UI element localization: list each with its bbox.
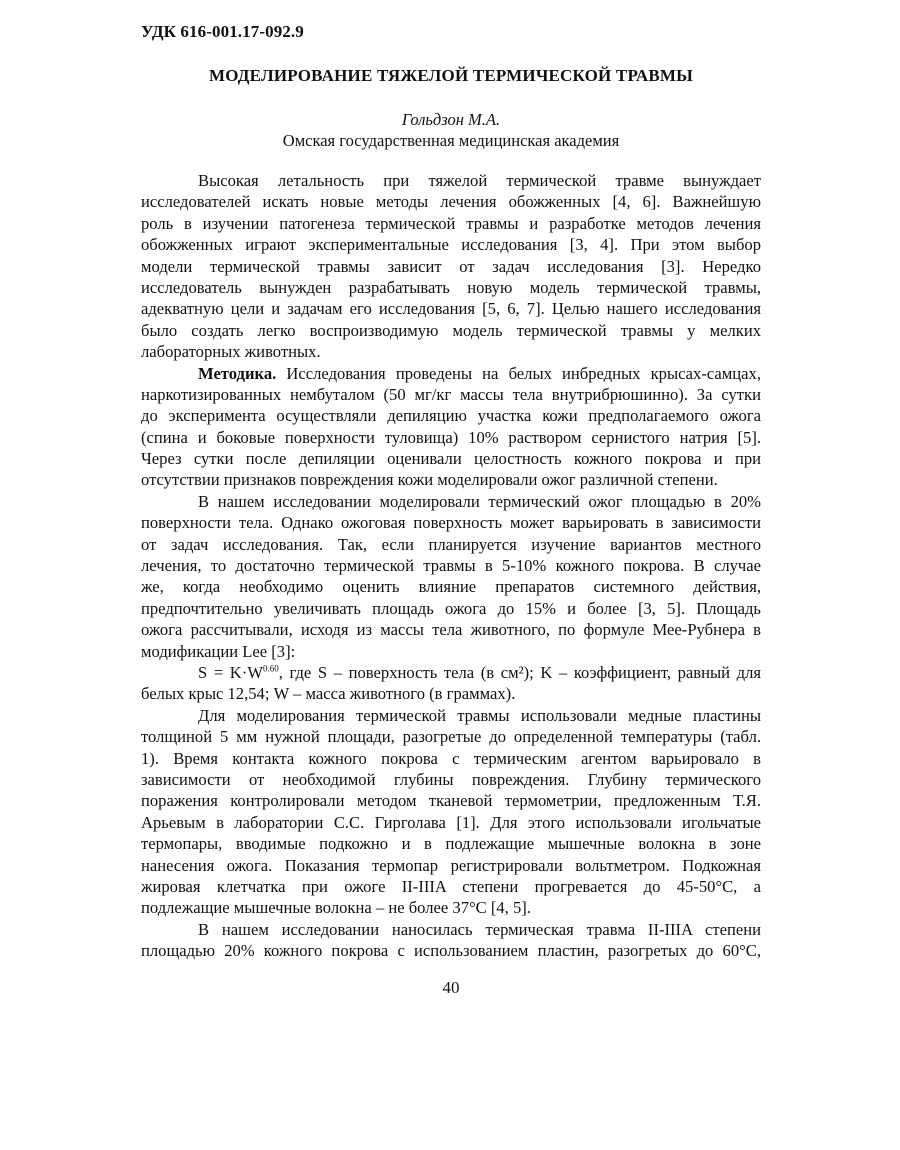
text-line: роль в изучении патогенеза термической травмы и разработке методов лечения	[141, 213, 761, 233]
paragraph-results	[141, 919, 761, 962]
text-line: подлежащие мышечные волокна – не более 37°С [4, 5].	[141, 898, 531, 918]
text-line: обожженных играют экспериментальные исследования [3, 4]. При этом выбор	[141, 235, 761, 255]
paragraph-introduction	[141, 170, 761, 363]
text-line: зависимости от необходимой глубины повреждения. Глубину термического	[141, 769, 761, 789]
text-line: Арьевым в лаборатории С.С. Гирголава [1]. Для этого использовали игольчатые	[141, 812, 761, 832]
text-line: исследователей искать новые методы лечения обожженных [4, 6]. Важнейшую	[141, 192, 761, 212]
text-line: толщиной 5 мм нужной площади, разогретые до определенной температуры (табл.	[141, 727, 761, 747]
text-line: поражения контролировали методом тканевой термометрии, предложенным Т.Я.	[141, 791, 761, 811]
text-line: наркотизированных нембуталом (50 мг/кг массы тела внутрибрюшинно). За сутки	[141, 384, 761, 404]
paragraph-burn-area	[141, 491, 761, 662]
paragraph-formula	[141, 662, 761, 705]
text-line: ожога рассчитывали, исходя из массы тела животного, по формуле Мее-Рубнера в	[141, 620, 761, 640]
formula-lhs: S = K·W	[198, 662, 263, 682]
text-line: же, когда необходимо оценить влияние препаратов системного действия,	[141, 577, 761, 597]
text-line: было создать легко воспроизводимую модель термической травмы у мелких	[141, 320, 761, 340]
text-line: жировая клетчатка при ожоге II-IIIA степени прогревается до 45-50°С, а	[141, 876, 761, 896]
text-line: В нашем исследовании наносилась термическая травма II-IIIA степени	[198, 919, 761, 939]
text-line: от задач исследования. Так, если планируется изучение вариантов местного	[141, 534, 761, 554]
article-title: МОДЕЛИРОВАНИЕ ТЯЖЕЛОЙ ТЕРМИЧЕСКОЙ ТРАВМЫ	[208, 66, 694, 85]
page-number: 40	[442, 978, 460, 997]
text-fragment: Исследования проведены на белых инбредных крысах-самцах,	[276, 363, 761, 383]
text-line: Высокая летальность при тяжелой термической травме вынуждает	[198, 171, 761, 190]
text-line: предпочтительно увеличивать площадь ожога до 15% и более [3, 5]. Площадь	[141, 598, 761, 618]
text-line: белых крыс 12,54; W – масса животного (в граммах).	[141, 684, 516, 704]
udk-code: УДК 616-001.17-092.9	[141, 22, 304, 41]
text-line	[141, 363, 761, 384]
text-line: 1). Время контакта кожного покрова с термическим агентом варьировало в	[141, 748, 761, 768]
paragraph-modeling	[141, 705, 761, 919]
text-line: площадью 20% кожного покрова с использованием пластин, разогретых до 60°С,	[141, 941, 761, 961]
text-line: отсутствии признаков повреждения кожи моделировали ожог различной степени.	[141, 470, 718, 490]
formula-exponent: 0.60	[262, 663, 279, 674]
paragraph-methods	[141, 363, 761, 491]
text-line: адекватную цели и задачам его исследования [5, 6, 7]. Целью нашего исследования	[141, 299, 761, 319]
text-line: Через сутки после депиляции оценивали целостность кожного покрова и при	[141, 449, 761, 469]
text-line: Для моделирования термической травмы использовали медные пластины	[198, 705, 761, 725]
formula-description: , где S – поверхность тела (в см²); K – коэффициент, равный для	[278, 662, 761, 682]
text-line: нанесения ожога. Показания термопар регистрировали вольтметром. Подкожная	[141, 855, 761, 875]
text-line: поверхности тела. Однако ожоговая поверхность может варьировать в зависимости	[141, 513, 761, 533]
text-line: термопары, вводимые подкожно и в подлежащие мышечные волокна в зоне	[141, 834, 761, 854]
text-line: лабораторных животных.	[141, 342, 321, 362]
author-affiliation: Омская государственная медицинская академия	[282, 131, 620, 150]
methods-heading: Методика.	[198, 363, 277, 383]
text-line: лечения, то достаточно термической травмы в 5-10% кожного покрова. В случае	[141, 556, 761, 576]
formula-line	[141, 662, 761, 683]
text-line: модификации Lee [3]:	[141, 641, 296, 661]
text-line: до эксперимента осуществляли депиляцию участка кожи предполагаемого ожога	[141, 406, 761, 426]
article-author: Гольдзон М.А.	[401, 110, 501, 129]
article-body	[141, 170, 761, 961]
text-line: модели термической травмы зависит от задач исследования [3]. Нередко	[141, 256, 761, 276]
text-line: исследователь вынужден разрабатывать новую модель термической травмы,	[141, 277, 761, 297]
text-line: (спина и боковые поверхности туловища) 10% раствором сернистого натрия [5].	[141, 427, 761, 447]
text-line: В нашем исследовании моделировали термический ожог площадью в 20%	[198, 491, 761, 511]
